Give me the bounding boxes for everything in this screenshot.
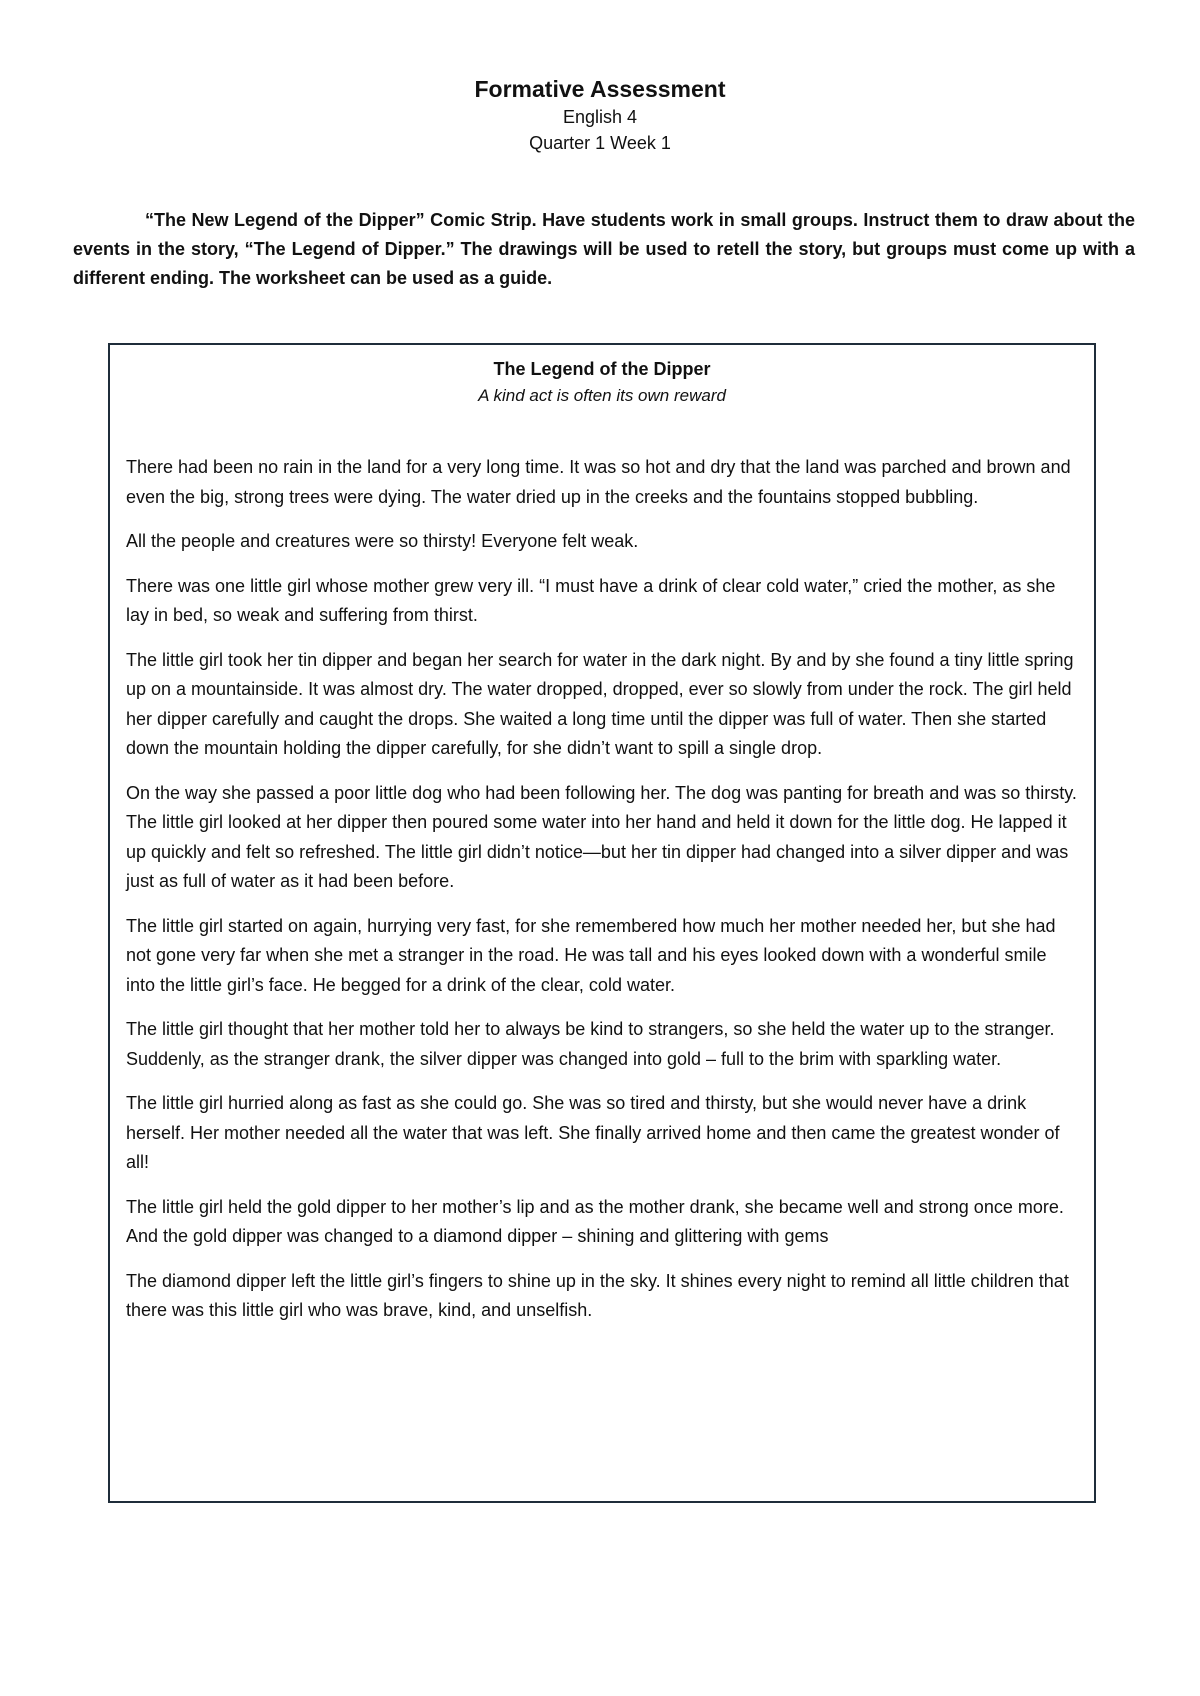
story-paragraph: All the people and creatures were so thirsty! Everyone felt weak. — [126, 531, 639, 551]
story-paragraph: The little girl held the gold dipper to her mother’s lip and as the mother drank, she became well and strong once more. And the gold dipper was changed to a diamond dipper – shining and glittering with gems — [126, 1196, 1064, 1246]
activity-instructions: “The New Legend of the Dipper” Comic Strip. Have students work in small groups. Instruct them to draw about the events in the story, “The Legend of Dipper.” The drawings will be used to retell the story, but groups must come up with a different ending. The worksheet can be used as a guide. — [73, 210, 1135, 288]
document-title: Formative Assessment — [474, 76, 726, 102]
story-paragraph: On the way she passed a poor little dog who had been following her. The dog was panting for breath and was so thirsty. The little girl looked at her dipper then poured some water into her hand and held it down for the little dog. He lapped it up quickly and felt so refreshed. The little girl didn’t notice—but her tin dipper had changed into a silver dipper and was just as full of water as it had been before. — [126, 782, 1077, 891]
story-paragraph: The little girl thought that her mother told her to always be kind to strangers, so she held the water up to the stranger. Suddenly, as the stranger drank, the silver dipper was changed into gold – full to the brim with sparkling water. — [126, 1019, 1055, 1069]
document-header — [0, 74, 1200, 156]
period-label: Quarter 1 Week 1 — [529, 133, 671, 153]
story-title: The Legend of the Dipper — [493, 359, 711, 379]
subject-label: English 4 — [562, 107, 638, 127]
story-paragraph: There was one little girl whose mother grew very ill. “I must have a drink of clear cold water,” cried the mother, as she lay in bed, so weak and suffering from thirst. — [126, 575, 1056, 625]
story-paragraph: The little girl hurried along as fast as she could go. She was so tired and thirsty, but she would never have a drink herself. Her mother needed all the water that was left. She finally arrived home and then came the greatest wonder of all! — [126, 1093, 1060, 1172]
story-heading — [110, 355, 1094, 409]
story-paragraph: The diamond dipper left the little girl’s fingers to shine up in the sky. It shines every night to remind all little children that there was this little girl who was brave, kind, and unselfish. — [126, 1270, 1069, 1320]
story-paragraph: The little girl started on again, hurrying very fast, for she remembered how much her mother needed her, but she had not gone very far when she met a stranger in the road. He was tall and his eyes looked down with a wonderful smile into the little girl’s face. He begged for a drink of the clear, cold water. — [126, 915, 1056, 995]
story-paragraph: There had been no rain in the land for a very long time. It was so hot and dry that the land was parched and brown and even the big, strong trees were dying. The water dried up in the creeks and the fountains stopped bubbling. — [126, 457, 1071, 507]
story-paragraph: The little girl took her tin dipper and began her search for water in the dark night. By and by she found a tiny little spring up on a mountainside. It was almost dry. The water dropped, dropped, ever so slowly from under the rock. The girl held her dipper carefully and caught the drops. She waited a long time until the dipper was full of water. Then she started down the mountain holding the dipper carefully, for she didn’t want to spill a single drop. — [126, 649, 1074, 758]
story-box — [108, 343, 1096, 1503]
story-body — [126, 453, 1080, 1341]
story-moral: A kind act is often its own reward — [478, 386, 726, 405]
